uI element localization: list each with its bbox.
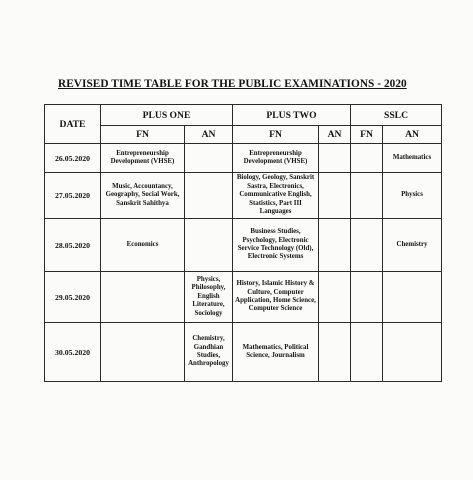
plus-one-an-header: AN [185,126,233,144]
plus-two-an-cell [319,323,351,382]
plus-two-fn-cell: History, Islamic History & Culture, Computer Application, Home Science, Computer Science [233,272,319,323]
plus-one-fn-cell: Music, Accountancy, Geography, Social Work, Sanskrit Sahithya [101,173,185,219]
sslc-fn-cell [351,323,383,382]
date-cell: 26.05.2020 [45,144,101,173]
plus-one-fn-cell: Entrepreneurship Development (VHSE) [101,144,185,173]
date-cell: 30.05.2020 [45,323,101,382]
sslc-fn-cell [351,144,383,173]
plus-one-an-cell: Chemistry, Gandhian Studies, Anthropology [185,323,233,382]
table-row [45,173,442,219]
plus-two-fn-header: FN [233,126,319,144]
plus-two-fn-cell: Business Studies, Psychology, Electronic Service Technology (Old), Electronic Systems [233,219,319,272]
date-header: DATE [45,105,101,144]
plus-one-an-cell [185,219,233,272]
table-row [45,219,442,272]
sslc-an-cell: Physics [383,173,442,219]
plus-one-an-cell [185,173,233,219]
plus-one-fn-cell [101,272,185,323]
plus-one-fn-cell [101,323,185,382]
sslc-an-header: AN [383,126,442,144]
table-row [45,323,442,382]
table-row [45,272,442,323]
sslc-fn-header: FN [351,126,383,144]
plus-one-fn-cell: Economics [101,219,185,272]
header-row-session [45,126,442,144]
header-row-main [45,105,442,126]
sslc-an-cell: Chemistry [383,219,442,272]
date-cell: 29.05.2020 [45,272,101,323]
plus-two-an-cell [319,272,351,323]
plus-two-an-header: AN [319,126,351,144]
sslc-an-cell: Mathematics [383,144,442,173]
plus-two-fn-cell: Biology, Geology, Sanskrit Sastra, Electronics, Communicative English, Statistics, Part III Languages [233,173,319,219]
plus-one-an-cell: Physics, Philosophy, English Literature, Sociology [185,272,233,323]
timetable [44,104,442,382]
plus-two-header: PLUS TWO [233,105,351,126]
plus-two-an-cell [319,219,351,272]
plus-two-fn-cell: Mathematics, Political Science, Journalism [233,323,319,382]
plus-two-an-cell [319,173,351,219]
plus-one-an-cell [185,144,233,173]
plus-one-fn-header: FN [101,126,185,144]
date-cell: 28.05.2020 [45,219,101,272]
sslc-fn-cell [351,272,383,323]
sslc-fn-cell [351,219,383,272]
plus-one-header: PLUS ONE [101,105,233,126]
page-title: REVISED TIME TABLE FOR THE PUBLIC EXAMINATIONS - 2020 [58,78,407,90]
table-row [45,144,442,173]
sslc-header: SSLC [351,105,442,126]
sslc-fn-cell [351,173,383,219]
date-cell: 27.05.2020 [45,173,101,219]
sslc-an-cell [383,323,442,382]
plus-two-an-cell [319,144,351,173]
plus-two-fn-cell: Entrepreneurship Development (VHSE) [233,144,319,173]
sslc-an-cell [383,272,442,323]
